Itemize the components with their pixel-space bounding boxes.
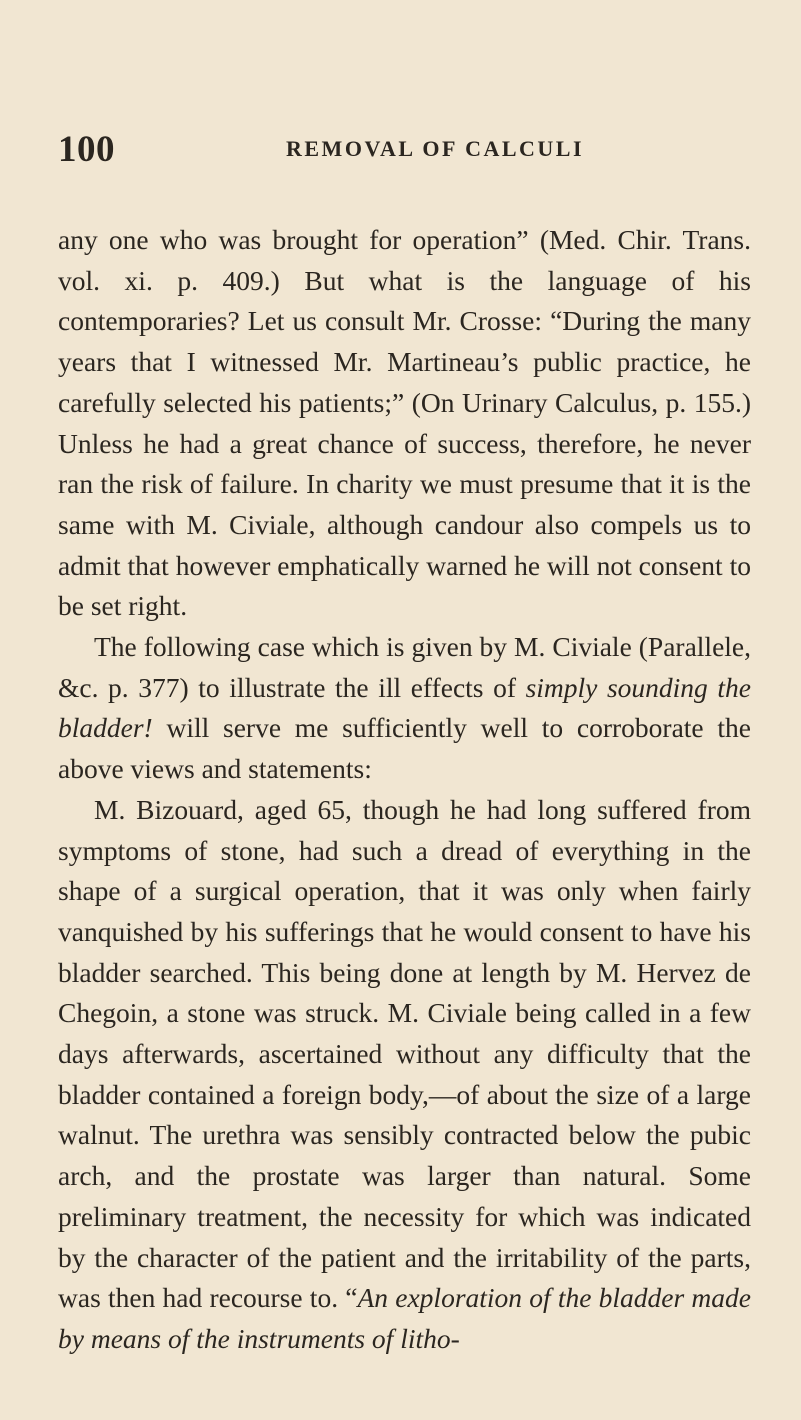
paragraph-3-text-start: M. Bizouard, aged 65, though he had long suffered from symptoms of stone, had such a dread of everything in the shape of a surgical operation, that it was only when fairly vanquished by his sufferings that he would consent to have his bladder searched. This being done at length by M. Hervez de Chegoin, a stone was struck. M. Civiale being called in a few days afterwards, ascertained without any difficulty that the bladder contained a foreign body,—of about the size of a large walnut. The urethra was sensibly contracted below the pubic arch, and the prostate was larger than natural. Some preliminary treatment, the necessity for which was indicated by the character of the patient and the irritability of the parts, was then had recourse to. “ <box>58 793 751 1314</box>
paragraph-1: any one who was brought for operation” (Med. Chir. Trans. vol. xi. p. 409.) But what is the language of his contemporaries? Let us consult Mr. Crosse: “During the many years that I witnessed Mr. Martineau’s public practice, he carefully selected his patients;” (On Urinary Calculus, p. 155.) Unless he had a great chance of success, therefore, he never ran the risk of failure. In charity we must presume that it is the same with M. Civiale, although candour also compels us to admit that however emphatically warned he will not consent to be set right. <box>58 224 751 622</box>
running-head <box>58 128 751 168</box>
paragraph-3 <box>58 790 751 1360</box>
running-title: REMOVAL OF CALCULI <box>286 136 585 161</box>
body-text <box>58 220 751 1360</box>
paragraph-2-text-start: The following case which is given by M. Civiale (Parallele, &c. p. 377) to illustrate the ill effects of <box>58 631 751 703</box>
paragraph-2-text-end: will serve me sufficiently well to corroborate the above views and statements: <box>58 712 751 785</box>
paragraph-2 <box>58 627 751 790</box>
paragraph-2-italic-phrase: simply sounding the bladder! <box>58 671 751 744</box>
paragraph-3-italic-quote: An exploration of the bladder made by means of the instruments of litho- <box>58 1282 751 1354</box>
page-number: 100 <box>58 129 115 170</box>
